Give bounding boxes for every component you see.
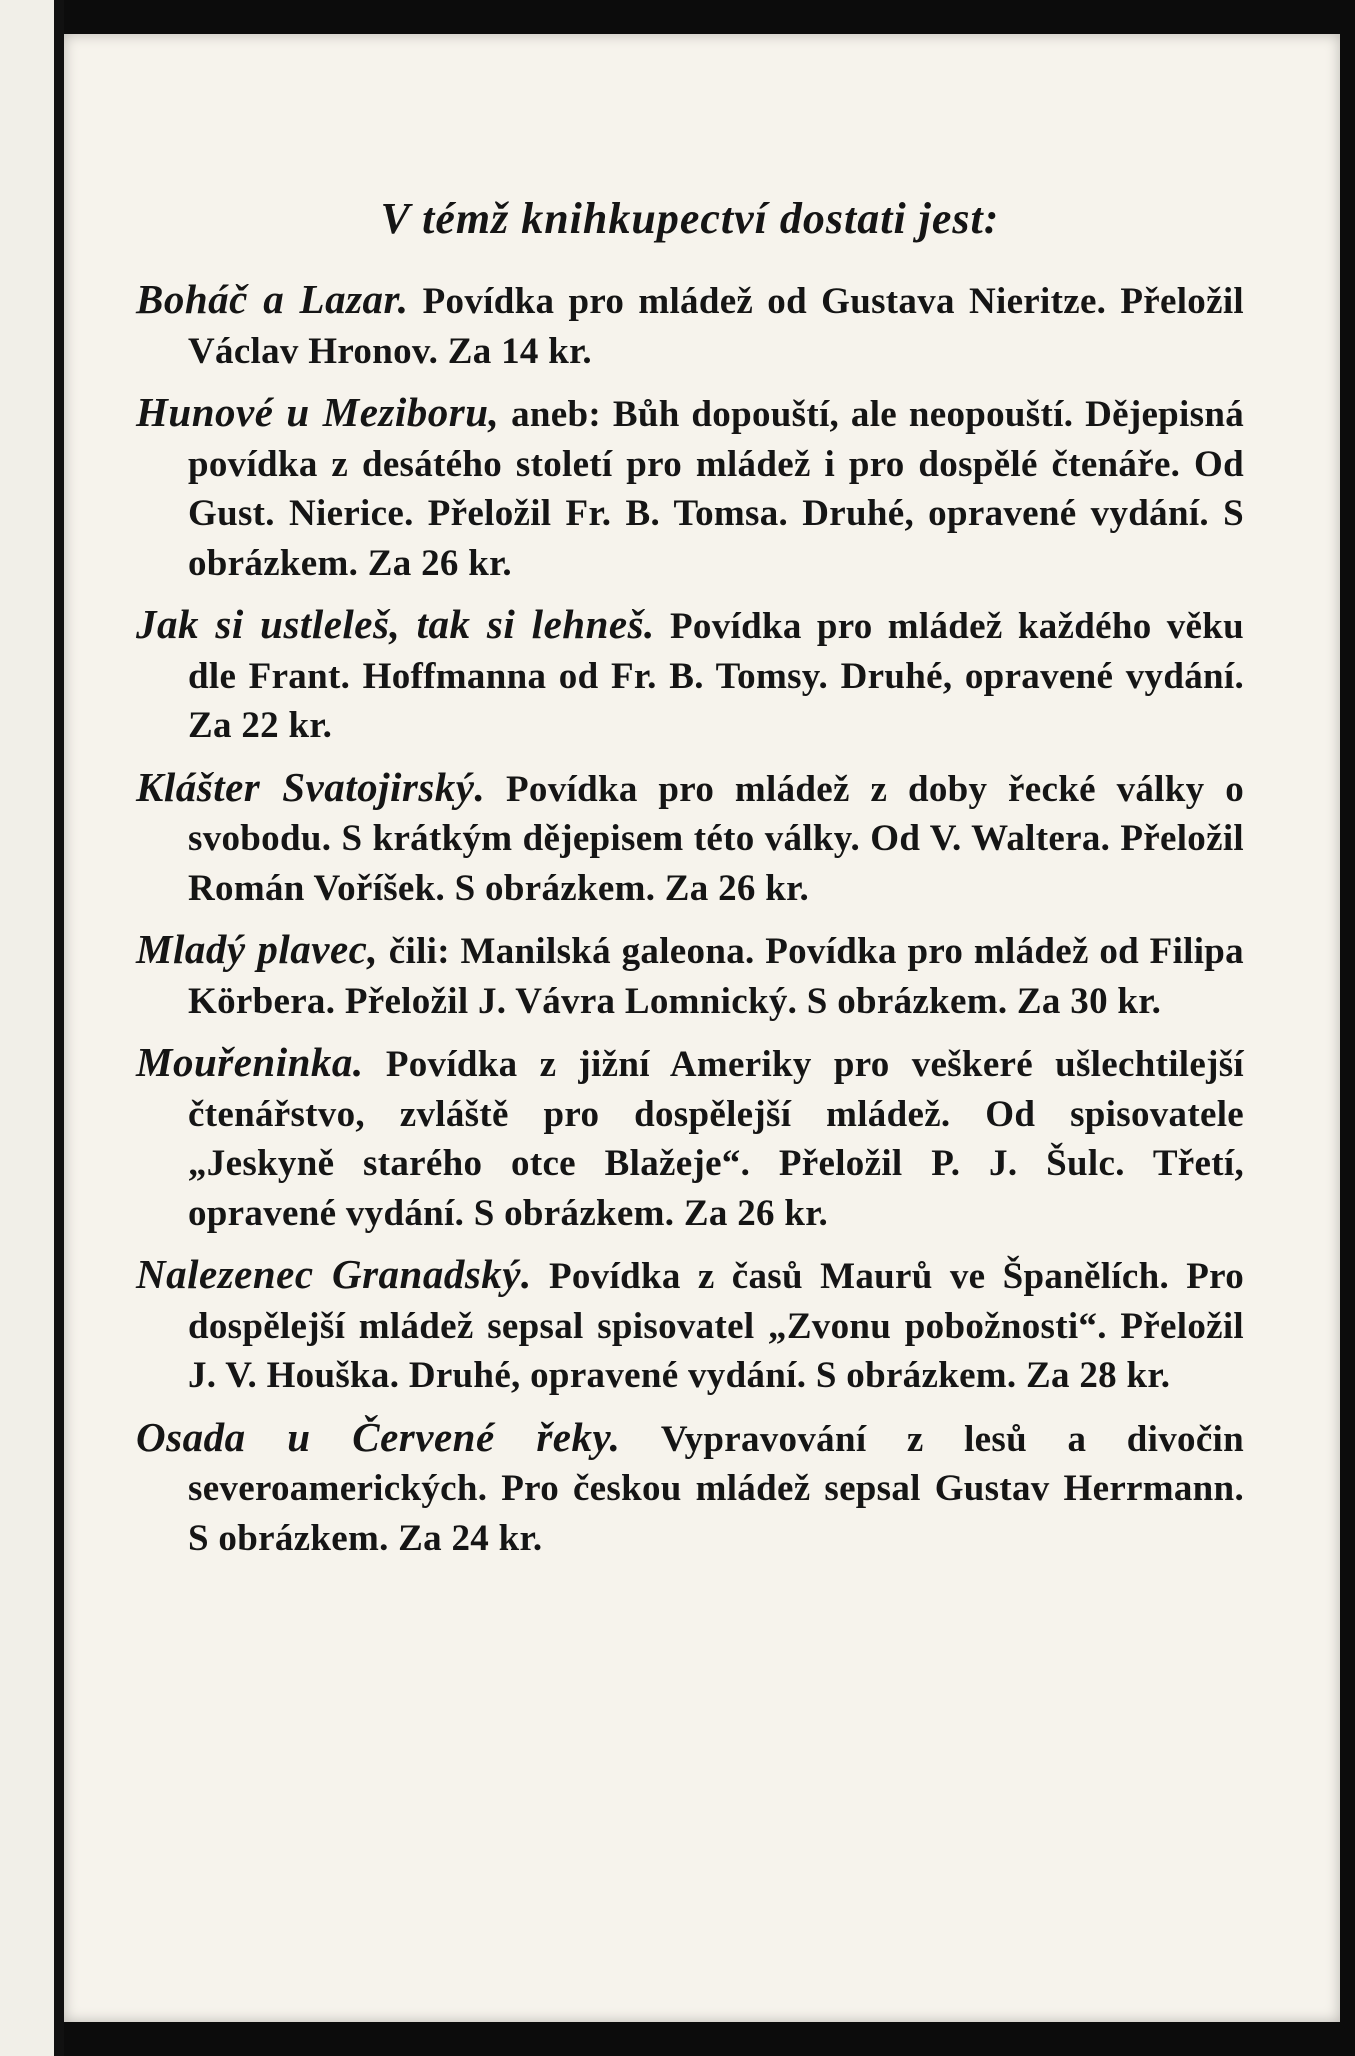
book-entry	[136, 600, 1244, 751]
book-title: Klášter Svatojirský.	[136, 763, 486, 810]
book-entry	[136, 1413, 1244, 1564]
book-title: Boháč a Lazar.	[136, 276, 409, 322]
book-title: Jak si ustleleš, tak si lehneš.	[136, 601, 655, 647]
book-description: Povídka z časů Maurů ve Španělích. Pro dospělejší mládež sepsal spisovatel „Zvonu pobožnosti“. Přeložil J. V. Houška. Druhé, opravené vydání. S obrázkem. Za 28 kr.	[188, 1256, 1245, 1396]
page-gutter	[0, 0, 64, 2056]
book-title: Hunové u Meziboru,	[136, 389, 500, 435]
book-description: Povídka pro mládež každého věku dle Frant. Hoffmanna od Fr. B. Tomsy. Druhé, opravené vydání. Za 22 kr.	[188, 606, 1244, 746]
book-description: Povídka z jižní Ameriky pro veškeré ušlechtilejší čtenářstvo, zvláště pro dospělejší mládež. Od spisovatele „Jeskyně starého otce Blažeje“. Přeložil P. J. Šulc. Třetí, opravené vydání. S obrázkem. Za 26 kr.	[188, 1044, 1244, 1234]
book-title: Osada u Červené řeky.	[136, 1413, 621, 1460]
page-heading: V témž knihkupectví dostati jest:	[380, 194, 1000, 243]
book-entry	[136, 763, 1244, 914]
book-description: Vypravování z lesů a divočin severoamerických. Pro českou mládež sepsal Gustav Herrmann. S obrázkem. Za 24 kr.	[188, 1418, 1244, 1559]
book-title: Mouřeninka.	[136, 1039, 364, 1085]
book-title: Mladý plavec,	[136, 926, 379, 972]
book-entry	[136, 275, 1244, 376]
book-title: Nalezenec Granadský.	[136, 1251, 532, 1297]
book-page	[64, 34, 1340, 2022]
book-description: aneb: Bůh dopouští, ale neopouští. Dějepisná povídka z desátého století pro mládež i pro dospělé čtenáře. Od Gust. Nierice. Přeložil Fr. B. Tomsa. Druhé, opravené vydání. S obrázkem. Za 26 kr.	[188, 394, 1244, 584]
book-entry	[136, 388, 1244, 588]
book-description: Povídka pro mládež od Gustava Nieritze. Přeložil Václav Hronov. Za 14 kr.	[188, 281, 1244, 372]
page-content	[136, 189, 1244, 1575]
book-entry	[136, 1038, 1244, 1238]
book-entry	[136, 1250, 1244, 1401]
book-description: Povídka pro mládež z doby řecké války o svobodu. S krátkým dějepisem této války. Od V. Waltera. Přeložil Román Voříšek. S obrázkem. Za 26 kr.	[188, 768, 1244, 909]
book-description: čili: Manilská galeona. Povídka pro mládež od Filipa Körbera. Přeložil J. Vávra Lomnický. S obrázkem. Za 30 kr.	[188, 931, 1244, 1022]
book-entry	[136, 925, 1244, 1026]
